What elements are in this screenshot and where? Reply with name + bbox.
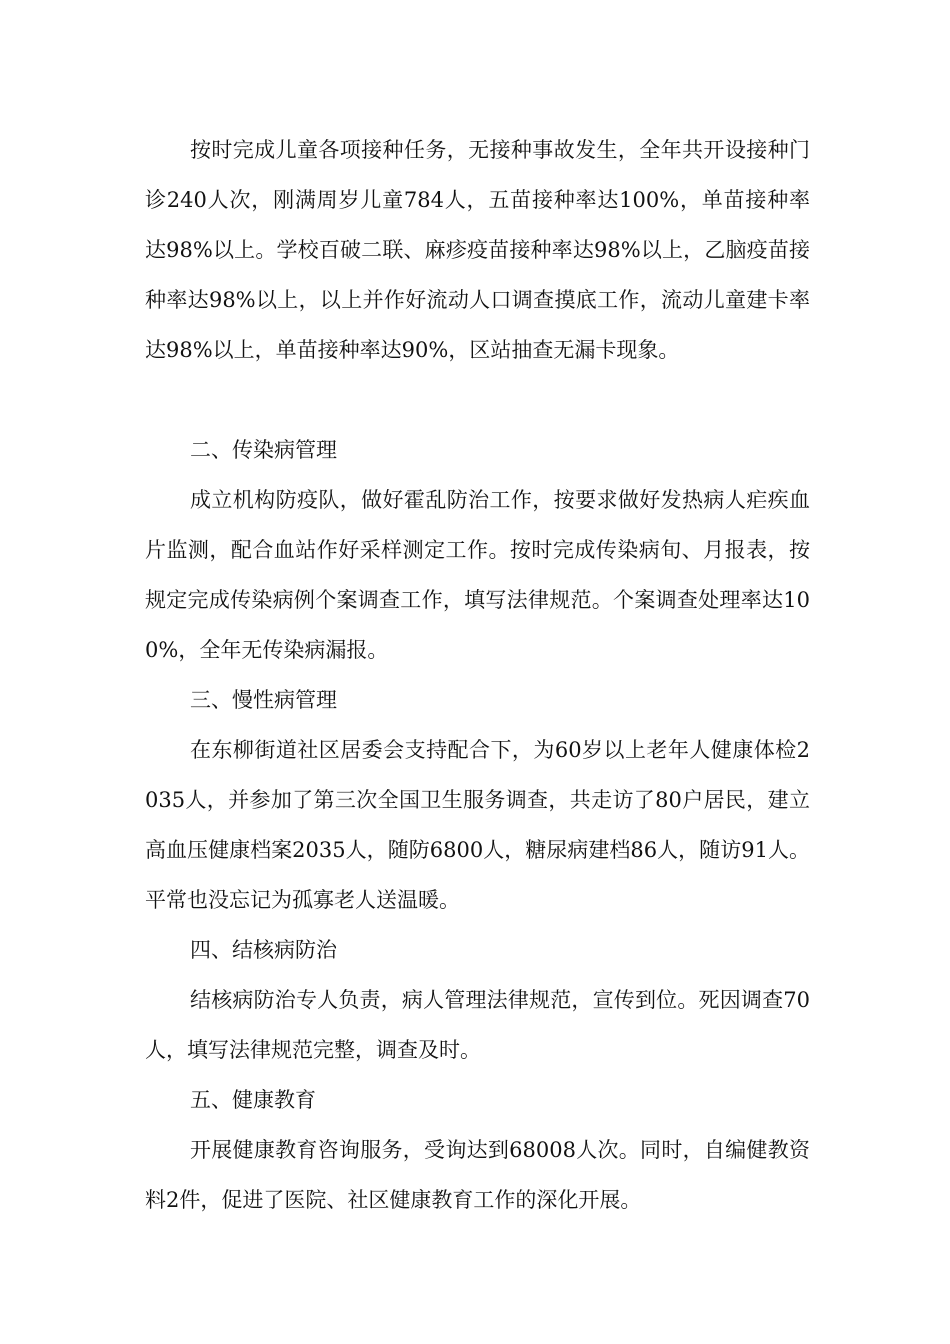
section-1-block <box>145 125 810 375</box>
heading-health-education: 五、健康教育 <box>190 1088 316 1112</box>
paragraph-immunization: 按时完成儿童各项接种任务，无接种事故发生，全年共开设接种门诊240人次，刚满周岁儿童784人，五苗接种率达100%，单苗接种率达98%以上。学校百破二联、麻疹疫苗接种率达98%以上，乙脑疫苗接种率达98%以上，以上并作好流动人口调查摸底工作，流动儿童建卡率达98%以上，单苗接种率达90%，区站抽查无漏卡现象。 <box>145 138 810 362</box>
heading-chronic-disease: 三、慢性病管理 <box>190 688 337 712</box>
paragraph-infectious-disease: 成立机构防疫队，做好霍乱防治工作，按要求做好发热病人疟疾血片监测，配合血站作好采样测定工作。按时完成传染病旬、月报表，按规定完成传染病例个案调查工作，填写法律规范。个案调查处理率达100%，全年无传染病漏报。 <box>145 488 810 662</box>
paragraph-health-education: 开展健康教育咨询服务，受询达到68008人次。同时，自编健教资料2件，促进了医院、社区健康教育工作的深化开展。 <box>145 1138 810 1212</box>
paragraph-chronic-disease: 在东柳街道社区居委会支持配合下，为60岁以上老年人健康体检2035人，并参加了第三次全国卫生服务调查，共走访了80户居民，建立高血压健康档案2035人，随防6800人，糖尿病建档86人，随访91人。平常也没忘记为孤寡老人送温暖。 <box>145 738 810 912</box>
paragraph-tuberculosis: 结核病防治专人负责，病人管理法律规范，宣传到位。死因调查70人，填写法律规范完整，调查及时。 <box>145 988 810 1062</box>
section-2-block <box>145 425 810 1225</box>
heading-infectious-disease: 二、传染病管理 <box>190 438 337 462</box>
heading-tuberculosis: 四、结核病防治 <box>190 938 337 962</box>
